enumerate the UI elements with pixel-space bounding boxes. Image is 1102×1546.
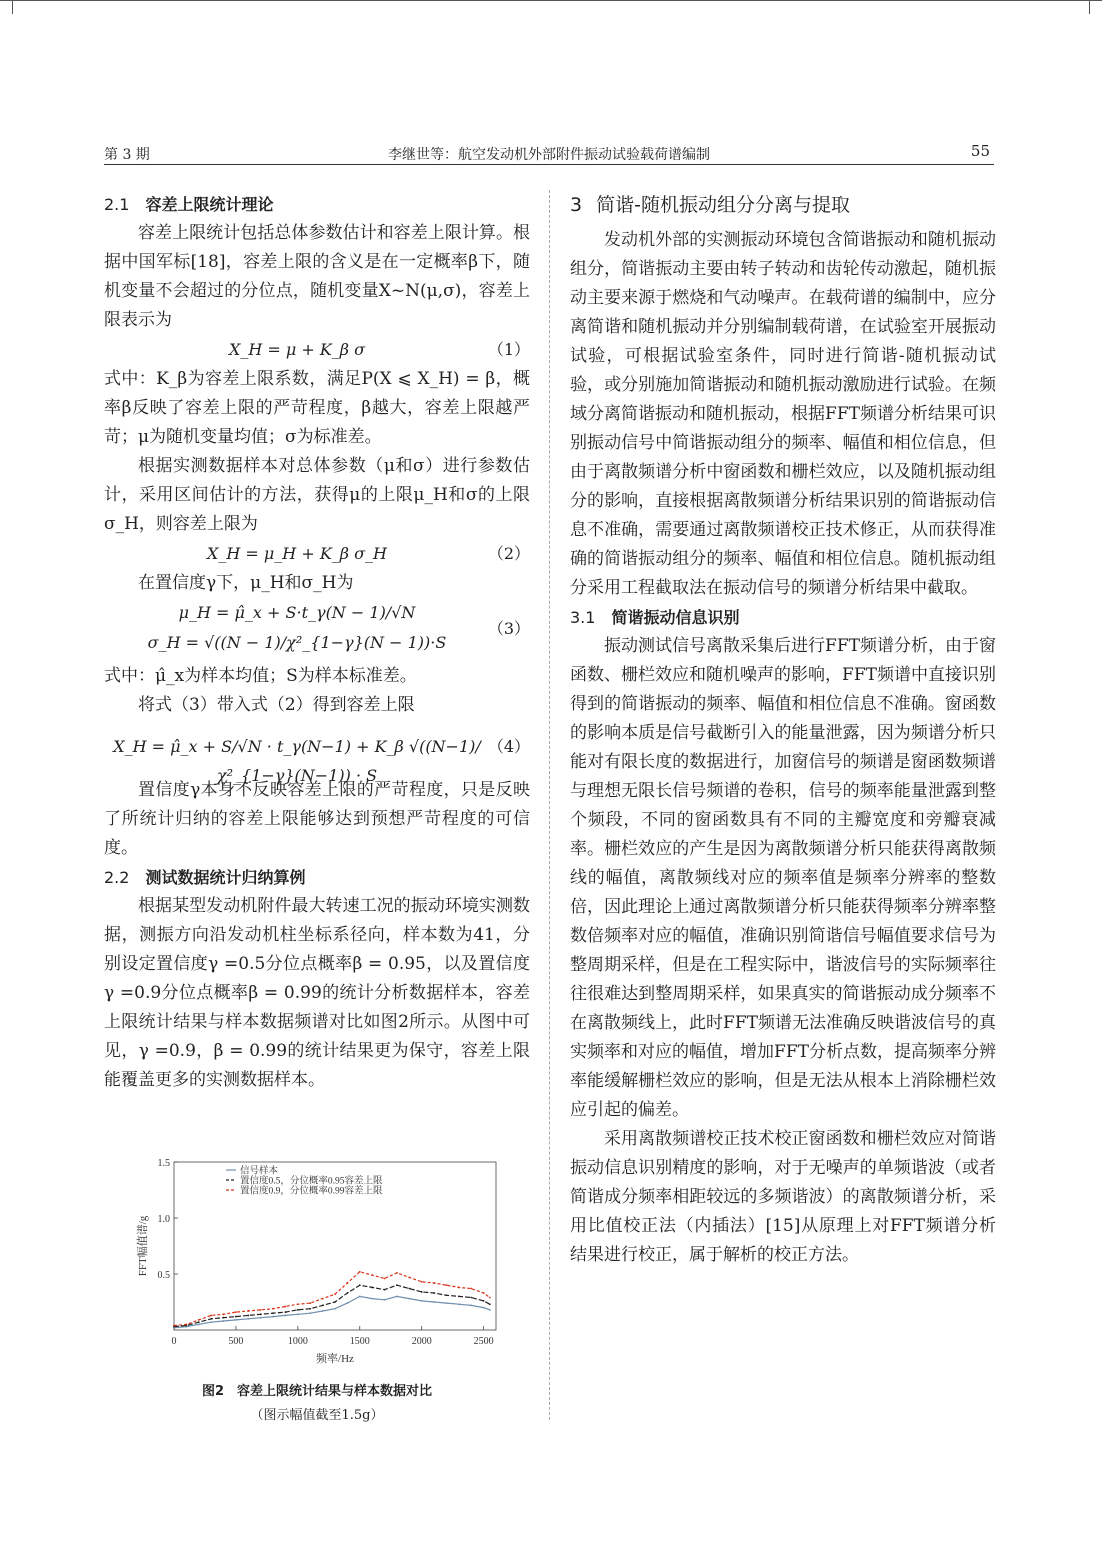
data-point bbox=[297, 1309, 299, 1311]
equation-3 bbox=[104, 598, 530, 662]
data-point bbox=[185, 1324, 187, 1326]
equation-body: X_H = μ + K_β σ bbox=[228, 340, 366, 359]
equation-number: （3） bbox=[487, 619, 530, 638]
data-point bbox=[421, 1300, 423, 1302]
data-point bbox=[396, 1296, 398, 1298]
data-point bbox=[334, 1308, 336, 1310]
paragraph: 将式（3）带入式（2）得到容差上限 bbox=[138, 695, 415, 715]
y-tick-label: 0.5 bbox=[157, 1270, 170, 1281]
data-point bbox=[285, 1315, 287, 1317]
section-2-1-heading bbox=[104, 190, 530, 219]
equation-1 bbox=[104, 335, 530, 365]
data-point bbox=[223, 1317, 225, 1319]
data-point bbox=[489, 1303, 491, 1305]
data-point bbox=[359, 1284, 361, 1286]
data-point bbox=[297, 1303, 299, 1305]
figure-2 bbox=[104, 1152, 530, 1423]
data-point bbox=[458, 1296, 460, 1298]
data-point bbox=[198, 1319, 200, 1321]
data-point bbox=[235, 1311, 237, 1313]
section-number: 2.2 bbox=[104, 868, 130, 887]
data-point bbox=[470, 1288, 472, 1290]
section-title: 简谐-随机振动组分分离与提取 bbox=[596, 194, 850, 216]
y-tick-label: 1.0 bbox=[157, 1214, 170, 1225]
data-point bbox=[272, 1308, 274, 1310]
equation-2 bbox=[104, 539, 530, 569]
data-point bbox=[173, 1325, 175, 1327]
x-tick-label: 1500 bbox=[349, 1336, 370, 1347]
data-point bbox=[396, 1272, 398, 1274]
data-point bbox=[470, 1297, 472, 1299]
header-title: 李继世等：航空发动机外部附件振动试验载荷谱编制 bbox=[388, 147, 710, 163]
data-point bbox=[346, 1302, 348, 1304]
data-point bbox=[260, 1317, 262, 1319]
data-point bbox=[408, 1298, 410, 1300]
spectrum-chart bbox=[104, 1152, 530, 1374]
data-point bbox=[446, 1294, 448, 1296]
figure-caption: 图2 容差上限统计结果与样本数据对比 bbox=[201, 1384, 433, 1399]
data-point bbox=[384, 1289, 386, 1291]
data-point bbox=[235, 1319, 237, 1321]
equation-number: （4） bbox=[487, 737, 530, 756]
chart-plot-area bbox=[173, 1271, 491, 1329]
data-point bbox=[433, 1292, 435, 1294]
data-point bbox=[489, 1309, 491, 1311]
data-point bbox=[235, 1316, 237, 1318]
equation-number: （1） bbox=[487, 340, 530, 359]
x-tick-label: 500 bbox=[228, 1336, 244, 1347]
equation-4 bbox=[104, 720, 530, 785]
paragraph: 式中：μ̂_x为样本均值；S为样本标准差。 bbox=[104, 666, 417, 686]
data-point bbox=[346, 1282, 348, 1284]
data-point bbox=[408, 1276, 410, 1278]
paragraph: 根据某型发动机附件最大转速工况的振动环境实测数据，测振方向沿发动机柱坐标系径向，样本数为41，分别设定置信度γ =0.5分位点概率β = 0.95，以及置信度γ =0.9分位点概率β = 0.99的统计分析数据样本，容差上限统计结果与样本数据频谱对比如图2所示。从图中可见，γ =0.9，β = 0.99的统计结果更为保守，容差上限能覆盖更多的实测数据样本。 bbox=[104, 896, 530, 1090]
data-point bbox=[309, 1302, 311, 1304]
legend-entry: 置信度0.5，分位概率0.95容差上限 bbox=[240, 1176, 383, 1187]
data-point bbox=[309, 1312, 311, 1314]
data-point bbox=[359, 1271, 361, 1273]
x-tick-label: 1000 bbox=[287, 1336, 308, 1347]
data-point bbox=[322, 1298, 324, 1300]
data-point bbox=[272, 1312, 274, 1314]
paragraph: 发动机外部的实测振动环境包含简谐振动和随机振动组分，简谐振动主要由转子转动和齿轮传动激起，随机振动主要来源于燃烧和气动噪声。在载荷谱的编制中，应分离简谐和随机振动并分别编制载荷谱，在试验室开展振动试验，可根据试验室条件，同时进行简谐-随机振动试验，或分别施加简谐振动和随机振动激励进行试验。在频域分离简谐振动和随机振动，根据FFT频谱分析结果可识别振动信号中简谐振动组分的频率、幅值和相位信息，但由于离散频谱分析中窗函数和栅栏效应，以及随机振动组分的影响，直接根据离散频谱分析结果识别的简谐振动信息不准确，需要通过离散频谱校正技术修正，从而获得准确的简谐振动组分的频率、幅值和相位信息。随机振动组分采用工程截取法在振动信号的频谱分析结果中截取。 bbox=[570, 230, 996, 598]
data-point bbox=[421, 1291, 423, 1293]
running-header bbox=[104, 142, 994, 165]
data-point bbox=[247, 1310, 249, 1312]
y-axis-label: FFT幅值谱/g bbox=[137, 1215, 149, 1277]
crop-mark-right bbox=[1089, 0, 1090, 14]
data-point bbox=[260, 1309, 262, 1311]
issue-label: 第 3 期 bbox=[104, 147, 150, 163]
equation-line: σ_H = √((N − 1)/χ²_{1−γ}(N − 1))·S bbox=[147, 633, 447, 652]
series-line-2 bbox=[174, 1285, 490, 1326]
section-title: 容差上限统计理论 bbox=[145, 195, 274, 214]
data-point bbox=[334, 1301, 336, 1303]
section-2-2-heading bbox=[104, 863, 530, 892]
section-title: 简谐振动信息识别 bbox=[611, 608, 740, 627]
series-line-1 bbox=[174, 1296, 490, 1327]
page-number: 55 bbox=[970, 142, 990, 160]
column-divider bbox=[549, 190, 550, 1420]
data-point bbox=[210, 1321, 212, 1323]
data-point bbox=[309, 1308, 311, 1310]
x-tick-label: 2000 bbox=[411, 1336, 432, 1347]
equation-body bbox=[104, 598, 490, 658]
data-point bbox=[322, 1304, 324, 1306]
data-point bbox=[371, 1274, 373, 1276]
data-point bbox=[483, 1300, 485, 1302]
y-tick-label: 1.5 bbox=[157, 1158, 170, 1169]
data-point bbox=[458, 1287, 460, 1289]
data-point bbox=[446, 1284, 448, 1286]
right-column bbox=[570, 190, 996, 1270]
data-point bbox=[421, 1281, 423, 1283]
equation-body: X_H = μ̂_x + S/√N · t_γ(N−1) + K_β √((N−1)/χ²_{1−γ}(N−1)) · S bbox=[113, 737, 481, 785]
section-3-1-heading bbox=[570, 603, 996, 632]
paragraph: 置信度γ本身不反映容差上限的严苛程度，只是反映了所统计归纳的容差上限能够达到预想严苛程度的可信度。 bbox=[104, 780, 530, 858]
section-number: 3 bbox=[570, 194, 583, 216]
paragraph: 容差上限统计包括总体参数估计和容差上限计算。根据中国军标[18]，容差上限的含义是在一定概率β下，随机变量不会超过的分位点，随机变量X~N(μ,σ)，容差上限表示为 bbox=[104, 223, 530, 330]
data-point bbox=[223, 1320, 225, 1322]
data-point bbox=[198, 1321, 200, 1323]
data-point bbox=[359, 1296, 361, 1298]
section-number: 2.1 bbox=[104, 195, 130, 214]
data-point bbox=[396, 1284, 398, 1286]
data-point bbox=[285, 1311, 287, 1313]
data-point bbox=[384, 1278, 386, 1280]
data-point bbox=[384, 1299, 386, 1301]
section-number: 3.1 bbox=[570, 608, 596, 627]
x-tick-label: 2500 bbox=[473, 1336, 494, 1347]
series-line-3 bbox=[174, 1272, 490, 1326]
paragraph: 在置信度γ下，μ_H和σ_H为 bbox=[138, 573, 354, 593]
left-column bbox=[104, 190, 530, 1095]
data-point bbox=[285, 1306, 287, 1308]
data-point bbox=[198, 1324, 200, 1326]
data-point bbox=[260, 1313, 262, 1315]
data-point bbox=[210, 1315, 212, 1317]
data-point bbox=[346, 1292, 348, 1294]
data-point bbox=[483, 1307, 485, 1309]
data-point bbox=[334, 1293, 336, 1295]
data-point bbox=[223, 1313, 225, 1315]
x-tick-label: 0 bbox=[171, 1336, 177, 1347]
data-point bbox=[247, 1315, 249, 1317]
section-title: 测试数据统计归纳算例 bbox=[145, 868, 306, 887]
data-point bbox=[371, 1298, 373, 1300]
data-point bbox=[272, 1316, 274, 1318]
x-axis-label: 频率/Hz bbox=[316, 1353, 354, 1365]
data-point bbox=[433, 1282, 435, 1284]
chart-legend bbox=[226, 1165, 383, 1197]
data-point bbox=[408, 1288, 410, 1290]
data-point bbox=[483, 1292, 485, 1294]
data-point bbox=[446, 1302, 448, 1304]
section-3-heading bbox=[570, 190, 996, 220]
data-point bbox=[210, 1318, 212, 1320]
data-point bbox=[489, 1297, 491, 1299]
data-point bbox=[458, 1303, 460, 1305]
data-point bbox=[322, 1310, 324, 1312]
equation-line: μ_H = μ̂_x + S·t_γ(N − 1)/√N bbox=[178, 603, 416, 622]
figure-caption-note: （图示幅值截至1.5g） bbox=[250, 1408, 384, 1423]
data-point bbox=[297, 1313, 299, 1315]
paragraph: 根据实测数据样本对总体参数（μ和σ）进行参数估计，采用区间估计的方法，获得μ的上限μ_H和σ的上限σ_H，则容差上限为 bbox=[104, 456, 530, 534]
legend-entry: 信号样本 bbox=[240, 1166, 279, 1177]
page-top-rule bbox=[0, 0, 1102, 1]
paragraph: 式中：K_β为容差上限系数，满足P(X ⩽ X_H) = β，概率β反映了容差上限的严苛程度，β越大，容差上限越严苛；μ为随机变量均值；σ为标准差。 bbox=[104, 369, 530, 447]
data-point bbox=[247, 1318, 249, 1320]
equation-number: （2） bbox=[487, 544, 530, 563]
paragraph: 采用离散频谱校正技术校正窗函数和栅栏效应对简谐振动信息识别精度的影响，对于无噪声的单频谐波（或者简谐成分频率相距较远的多频谐波）的离散频谱分析，采用比值校正法（内插法）[15]从原理上对FFT频谱分析结果进行校正，属于解析的校正方法。 bbox=[570, 1129, 996, 1265]
equation-body: X_H = μ_H + K_β σ_H bbox=[206, 544, 387, 563]
data-point bbox=[371, 1287, 373, 1289]
legend-entry: 置信度0.9，分位概率0.99容差上限 bbox=[240, 1186, 383, 1197]
paragraph: 振动测试信号离散采集后进行FFT频谱分析，由于窗函数、栅栏效应和随机噪声的影响，FFT频谱中直接识别得到的简谐振动的频率、幅值和相位信息不准确。窗函数的影响本质是信号截断引入的能量泄露，因为频谱分析只能对有限长度的数据进行，加窗信号的频谱是窗函数频谱与理想无限长信号频谱的卷积，信号的频率能量泄露到整个频段，不同的窗函数具有不同的主瓣宽度和旁瓣衰减率。栅栏效应的产生是因为离散频谱分析只能获得离散频线的幅值，离散频线对应的频率值是频率分辨率的整数倍，因此理论上通过离散频谱分析只能获得频率分辨率整数倍频率对应的幅值，准确识别简谐信号幅值要求信号为整周期采样，但是在工程实际中，谐波信号的实际频率往往很难达到整周期采样，如果真实的简谐振动成分频率不在离散频线上，此时FFT频谱无法准确反映谐波信号的真实频率和对应的幅值，增加FFT分析点数，提高频率分辨率能缓解栅栏效应的影响，但是无法从根本上消除栅栏效应引起的偏差。 bbox=[570, 636, 996, 1120]
data-point bbox=[470, 1304, 472, 1306]
data-point bbox=[433, 1301, 435, 1303]
crop-mark-left bbox=[12, 0, 13, 14]
